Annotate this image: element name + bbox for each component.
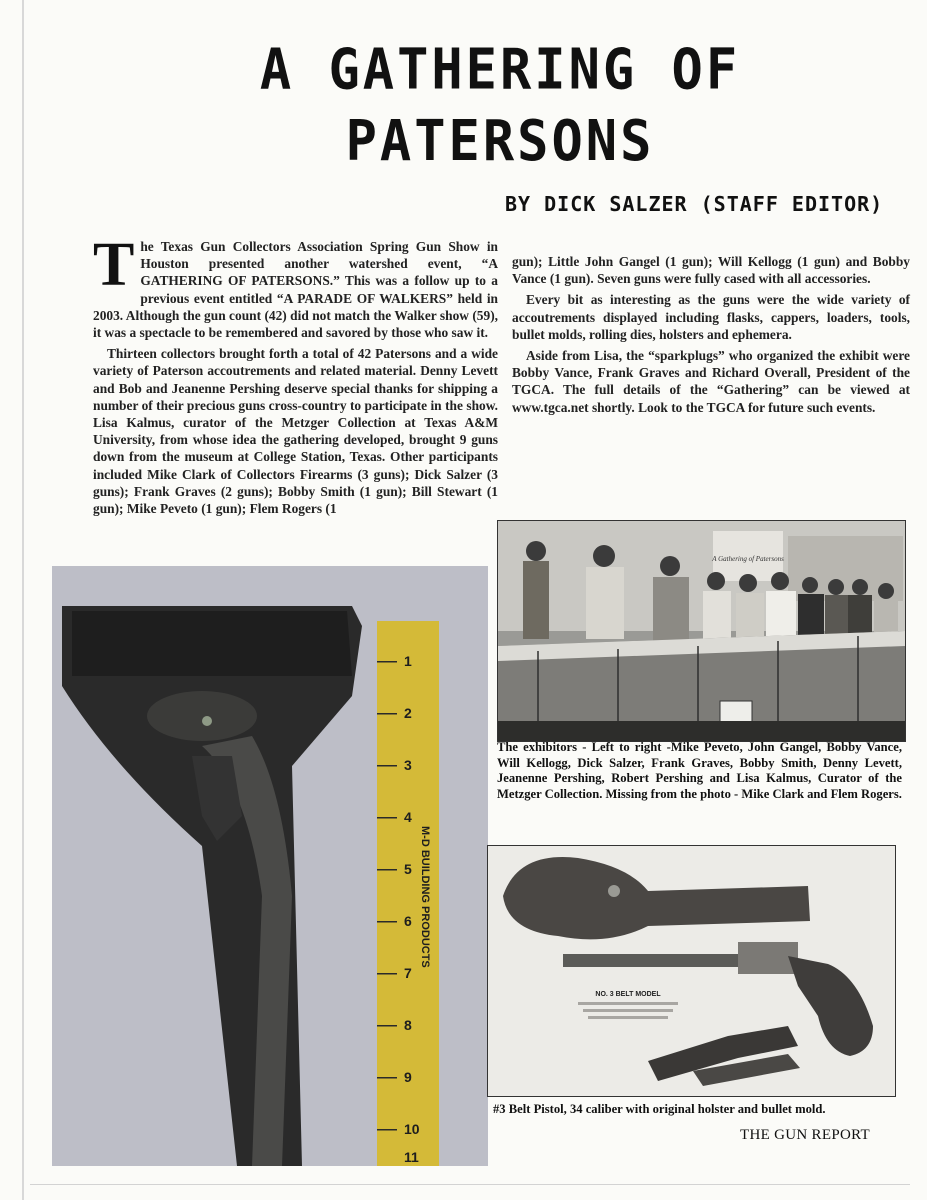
ruler-number-10: 10 — [404, 1121, 420, 1137]
article-paragraph-2: Thirteen collectors brought forth a total of 42 Patersons and a wide variety of Paterson accoutrements and related material. Denny Levett and Bob and Jeanenne Pershing deserve special thanks for shipping a number of their precious guns cross-country to participate in the show. Lisa Kalmus, curator of the Metzger Collection at Texas A&M University, from whose idea the gathering developed, brought 9 guns down from the museum at College Station, Texas. Other participants included Mike Clark of Collectors Firearms (3 guns); Dick Salzer (3 guns); Frank Graves (2 guns); Bobby Smith (1 gun); Bill Stewart (1 gun); Mike Peveto (1 gun); Flem Rogers (1 — [93, 346, 498, 517]
ruler-number-11: 11 — [404, 1149, 419, 1165]
exhibitors-photo — [497, 520, 906, 742]
ruler-number-5: 5 — [404, 861, 412, 877]
article-right-column — [512, 253, 910, 420]
article-paragraph-4: Every bit as interesting as the guns were the wide variety of accoutrements displayed including flasks, cappers, loaders, tools, bullet molds, rolling dies, holsters and ephemera. — [512, 292, 910, 342]
belt-model-card-title: NO. 3 BELT MODEL — [595, 991, 661, 998]
page-margin-line — [22, 0, 24, 1200]
belt-pistol-photo — [487, 845, 896, 1097]
ruler-number-8: 8 — [404, 1017, 412, 1033]
article-paragraph-5: Aside from Lisa, the “sparkplugs” who organized the exhibit were Bobby Vance, Frank Graves and Richard Overall, President of the TGCA. The full details of the “Gathering” can be viewed at www.tgca.net shortly. Look to the TGCA for future such events. — [512, 348, 910, 415]
publication-footer: THE GUN REPORT — [740, 1127, 870, 1143]
paragraph-1-text: he Texas Gun Collectors Association Spring Gun Show in Houston presented another watershed event, “A GATHERING OF PATERSONS.” This was a follow up to a previous event entitled “A PARADE OF WALKERS” held in 2003. Although the gun count (42) did not match the Walker show (59), it was a spectacle to be remembered and savored by those who saw it. — [93, 239, 498, 341]
ruler-number-6: 6 — [404, 913, 412, 929]
ruler-number-4: 4 — [404, 809, 412, 825]
ruler-number-1: 1 — [404, 653, 412, 669]
ruler-number-9: 9 — [404, 1069, 412, 1085]
ruler-number-3: 3 — [404, 757, 412, 773]
ruler-number-7: 7 — [404, 965, 412, 981]
ruler-number-2: 2 — [404, 705, 412, 721]
article-paragraph-1 — [93, 238, 498, 341]
article-title: A GATHERING OF PATERSONS — [259, 37, 741, 175]
article-byline: BY DICK SALZER (STAFF EDITOR) — [505, 192, 884, 216]
holster-photo — [52, 566, 488, 1166]
page-bottom-line — [30, 1184, 910, 1185]
belt-pistol-caption: #3 Belt Pistol, 34 caliber with original holster and bullet mold. — [493, 1102, 826, 1116]
ruler-brand-text: M-D BUILDING PRODUCTS — [419, 826, 431, 968]
exhibitors-caption: The exhibitors - Left to right -Mike Peveto, John Gangel, Bobby Vance, Will Kellogg, Dick Salzer, Frank Graves, Bobby Smith, Denny Levett, Jeanenne Pershing, Robert Pershing and Lisa Kalmus, Curator of the Metzger Collection. Missing from the photo - Mike Clark and Flem Rogers. — [497, 740, 902, 801]
exhibit-banner-text: A Gathering of Patersons — [712, 555, 784, 563]
article-left-column — [93, 238, 498, 568]
drop-cap: T — [93, 238, 135, 299]
article-paragraph-3: gun); Little John Gangel (1 gun); Will Kellogg (1 gun) and Bobby Vance (1 gun). Seven guns were fully cased with all accessories. — [512, 254, 910, 287]
